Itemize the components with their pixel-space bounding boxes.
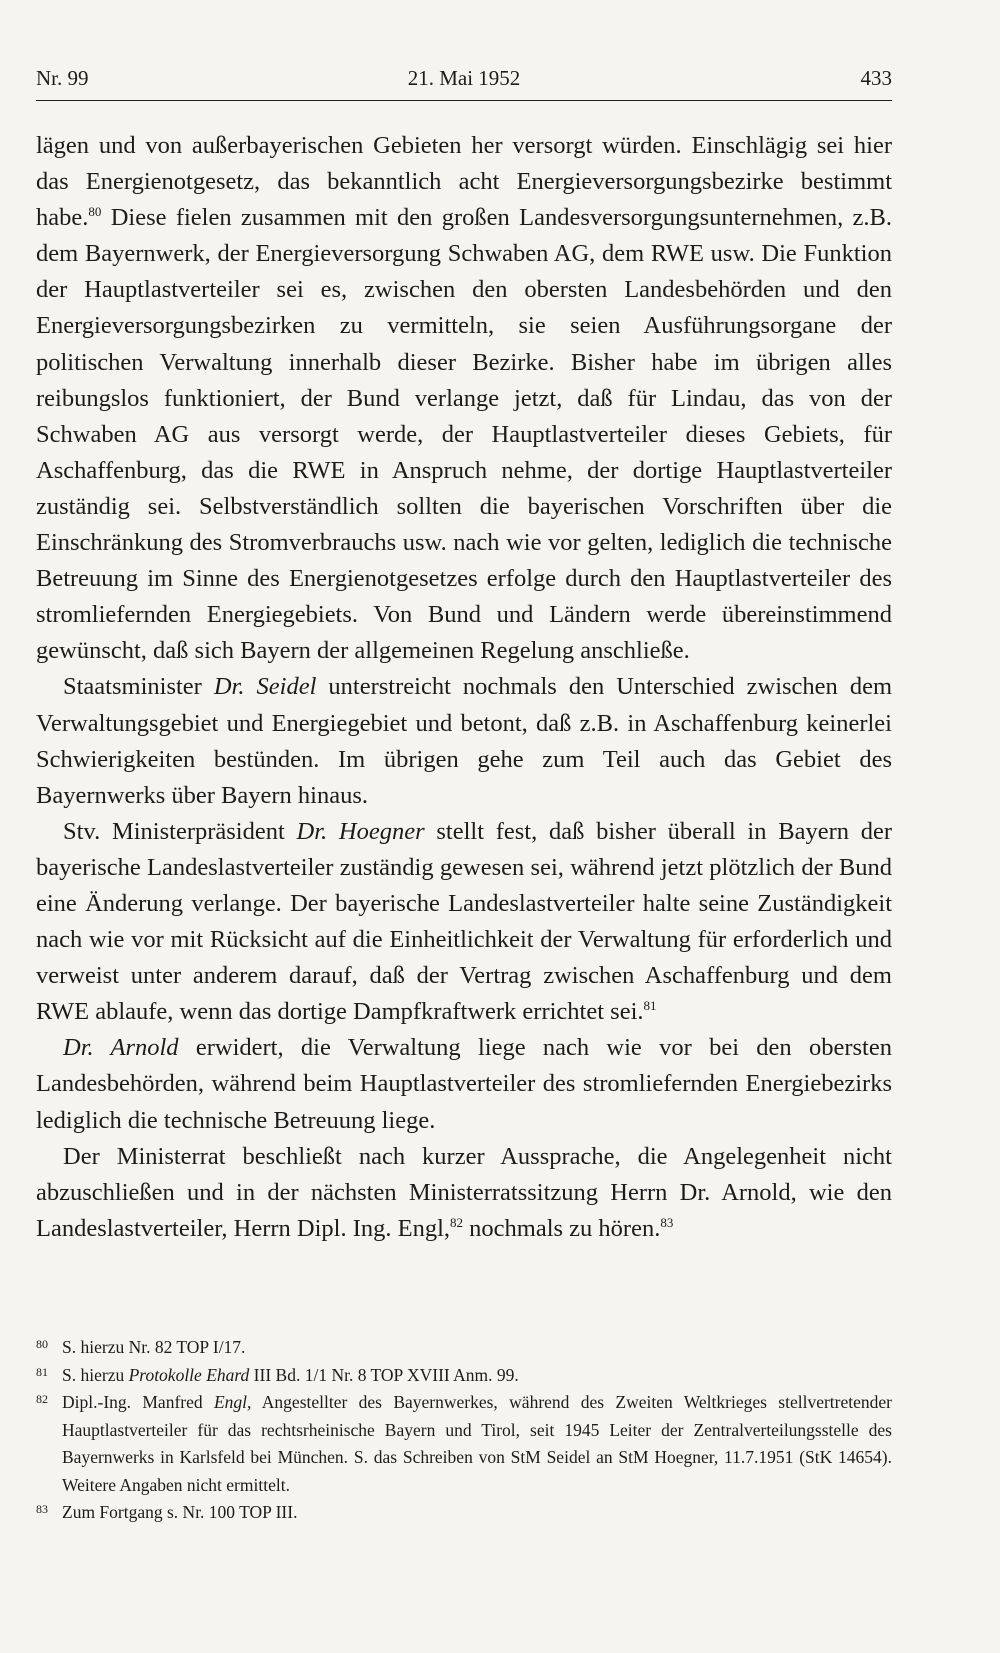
footnote-ref-81[interactable]: 81: [643, 998, 657, 1014]
paragraph-1-text-b: Diese fielen zusammen mit den großen Landesversorgungsunternehmen, z.B. dem Bayernwerk, der Energieversorgung Schwaben AG, dem RWE usw. Die Funktion der Hauptlastverteiler sei es, zwischen den obersten Landesbehörden und den Energieversorgungsbezirken zu vermitteln, sie seien Ausführungsorgane der politischen Verwaltung innerhalb dieser Bezirke. Bisher habe im übrigen alles reibungslos funktioniert, der Bund verlange jetzt, daß für Lindau, das von der Schwaben AG aus versorgt werde, der Hauptlastverteiler dieses Gebiets, für Aschaffenburg, das die RWE in Anspruch nehme, der dortige Hauptlastverteiler zuständig sei. Selbstverständlich sollten die bayerischen Vorschriften über die Einschränkung des Stromverbrauchs usw. nach wie vor gelten, lediglich die technische Betreuung im Sinne des Energienotgesetzes erfolge durch den Hauptlastverteiler des stromliefernden Energiegebiets. Von Bund und Ländern werde übereinstimmend gewünscht, daß sich Bayern der allgemeinen Regelung anschließe.: [36, 204, 892, 665]
footnote-82: [36, 1389, 892, 1499]
footnote-text: Zum Fortgang s. Nr. 100 TOP III.: [62, 1502, 298, 1522]
body-text: [36, 128, 892, 1247]
document-number: Nr. 99: [36, 66, 89, 90]
footnote-text: Angestellter des Bayernwerkes, während des Zweiten Weltkrieges stellvertretender Hauptlastverteiler für das rechtsrheinische Bayern und Tirol, seit 1945 Leiter der Zentralverteilungsstelle des Bayernwerks in Karlsfeld bei München. S. das Schreiben von StM Seidel an StM Hoegner, 11.7.1951 (StK 14654). Weitere Angaben nicht ermittelt.: [62, 1392, 892, 1495]
footnote-text: S. hierzu: [62, 1364, 129, 1385]
document-date: 21. Mai 1952: [407, 66, 521, 90]
paragraph-3: [36, 814, 892, 1031]
paragraph-3-text-a: Stv. Ministerpräsident: [63, 817, 297, 845]
speaker-name-hoegner: Dr. Hoegner: [296, 817, 425, 845]
paragraph-2-text-b: unterstreicht nochmals den Unterschied zwischen dem Verwaltungsgebiet und Energiegebiet und betont, daß z.B. in Aschaffenburg keinerlei Schwierigkeiten bestünden. Im übrigen gehe zum Teil auch das Gebiet des Bayernwerks über Bayern hinaus.: [36, 673, 893, 809]
paragraph-1: [36, 128, 892, 669]
footnote-text: Dipl.-Ing. Manfred: [62, 1392, 214, 1412]
footnote-83: [36, 1499, 892, 1527]
footnote-81: [36, 1362, 892, 1390]
paragraph-4-text-b: erwidert, die Verwaltung liege nach wie vor bei den obersten Landesbehörden, während beim Hauptlastverteiler des stromliefernden Energiebezirks lediglich die technische Betreuung liege.: [36, 1034, 892, 1134]
paragraph-4: [36, 1030, 892, 1138]
footnote-number: 83: [36, 1502, 48, 1516]
footnote-ref-80[interactable]: 80: [88, 204, 102, 220]
speaker-name-seidel: Dr. Seidel: [213, 673, 317, 701]
speaker-name-arnold: Dr. Arnold: [63, 1034, 179, 1062]
paragraph-5-text-a: Der Ministerrat beschließt nach kurzer Aussprache, die Angelegenheit nicht abzuschließen und in der nächsten Ministerratssitzung Herrn Dr. Arnold, wie den Landeslastverteiler, Herrn Dipl. Ing. Engl,: [36, 1142, 892, 1242]
page-number: 433: [860, 66, 892, 90]
footnote-80: [36, 1334, 892, 1362]
paragraph-5-text-b: nochmals zu hören.: [463, 1214, 661, 1242]
paragraph-5: [36, 1139, 892, 1247]
footnote-ref-82[interactable]: 82: [450, 1214, 464, 1230]
paragraph-3-text-b: stellt fest, daß bisher überall in Bayern der bayerische Landeslastverteiler zuständig gewesen sei, während jetzt plötzlich der Bund eine Änderung verlange. Der bayerische Landeslastverteiler halte seine Zuständigkeit nach wie vor mit Rücksicht auf die Einheitlichkeit der Verwaltung für erforderlich und verweist unter anderem darauf, daß der Vertrag zwischen Aschaffenburg und dem RWE ablaufe, wenn das dortige Dampfkraftwerk errichtet sei.: [36, 817, 892, 1026]
paragraph-2-text-a: Staatsminister: [63, 673, 214, 701]
footnote-italic-name: Engl,: [213, 1392, 252, 1412]
footnote-text: III Bd. 1/1 Nr. 8 TOP XVIII Anm. 99.: [249, 1364, 519, 1385]
footnote-text: S. hierzu Nr. 82 TOP I/17.: [62, 1337, 246, 1357]
header-rule: [36, 100, 892, 101]
paragraph-2: [36, 669, 892, 813]
footnote-number: 82: [36, 1392, 48, 1406]
footnote-italic-title: Protokolle Ehard: [128, 1364, 250, 1385]
footnote-number: 80: [36, 1337, 48, 1351]
footnotes: [36, 1334, 892, 1527]
footnote-ref-83[interactable]: 83: [660, 1214, 674, 1230]
footnote-number: 81: [36, 1364, 48, 1379]
running-header: [36, 64, 892, 92]
paragraph-1-text-a: lägen und von außerbayerischen Gebieten her versorgt würden. Einschlägig sei hier das Energienotgesetz, das bekanntlich acht Energieversorgungsbezirke bestimmt habe.: [36, 132, 892, 232]
